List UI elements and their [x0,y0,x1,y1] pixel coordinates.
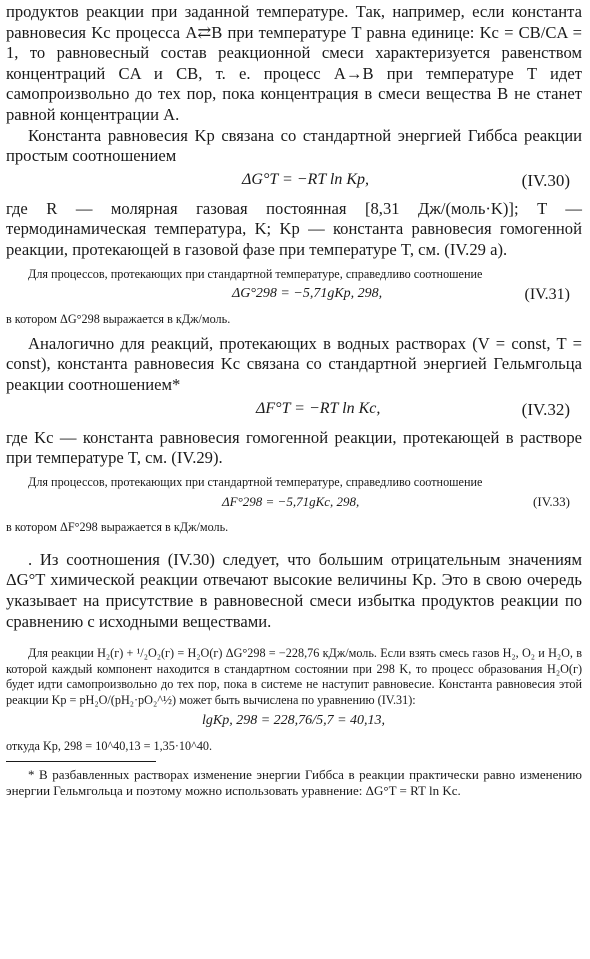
equation-iv30-number: (IV.30) [521,170,570,190]
footnote-rule [6,761,156,762]
equation-iv32-number: (IV.32) [521,399,570,419]
small-text-result: откуда Kp, 298 = 10^40,13 = 1,35·10^40. [6,738,213,753]
equation-iv31-expr: ΔG°298 = −5,71gKp, 298, [232,286,383,302]
paragraph-where-r: где R — молярная газовая постоянная [8,31 Дж/(моль·K)]; T — термодинамическая температура, K; Kp — константа равновесия гомогенной реакции, протекающей в газовой фазе при температуре T, см. (IV.29 а). [6,198,582,259]
paragraph-intro: продуктов реакции при заданной температуре. Так, например, если константа равновесия Kc процесса A⇄B при температуре T равна единице: Kc = CB/CA = 1, то равновесный состав реакционной смеси характеризуется равенством концентраций CA и CB, т. е. процесс A→B при температуре T идет самопроизвольно до тех пор, пока концентрация в смеси вещества B не станет равной концентрации A. [6,2,582,124]
paragraph-kp-gibbs: Константа равновесия Kp связана со стандартной энергией Гиббса реакции простым соотношением [6,125,582,166]
equation-iv33 [6,494,582,516]
equation-iv32 [6,400,582,424]
equation-calc-expr: lgKp, 298 = 228,76/5,7 = 40,13, [202,712,386,728]
equation-iv32-expr: ΔF°T = −RT ln Kc, [256,399,381,417]
footnote: * В разбавленных растворах изменение энергии Гиббса в реакции практически равно изменению энергии Гельмгольца и поэтому можно использовать уравнение: ΔG°T = RT ln Kc. [6,767,582,798]
small-text-standard-temp-2: Для процессов, протекающих при стандартной температуре, справедливо соотношение [28,474,483,489]
equation-iv30 [6,171,582,195]
paragraph-helmholtz: Аналогично для реакций, протекающих в водных растворах (V = const, T = const), константа равновесия Kc связана со стандартной энергией Гельмгольца реакции соотношением* [6,333,582,394]
paragraph-conclusion: . Из соотношения (IV.30) следует, что большим отрицательным значениям ΔG°T химической реакции отвечают высокие величины Kp. Это в свою очередь указывает на присутствие в равновесной смеси избытка продуктов реакции по сравнению с исходными веществами. [6,549,582,631]
equation-calc [6,713,582,735]
small-text-standard-temp-1: Для процессов, протекающих при стандартной температуре, справедливо соотношение [28,266,483,281]
equation-iv33-expr: ΔF°298 = −5,71gKc, 298, [222,494,360,510]
equation-iv33-number: (IV.33) [533,494,570,510]
paragraph-where-kc: где Kc — константа равновесия гомогенной реакции, протекающей в растворе при температуре T, см. (IV.29). [6,427,582,468]
small-text-units-f: в котором ΔF°298 выражается в кДж/моль. [6,520,229,535]
equation-iv31 [6,286,582,308]
equation-iv30-expr: ΔG°T = −RT ln Kp, [242,170,370,188]
small-text-units-g: в котором ΔG°298 выражается в кДж/моль. [6,312,231,327]
small-text-example: Для реакции H₂(г) + ¹/₂O₂(г) = H₂O(г) ΔG°298 = −228,76 кДж/моль. Если взять смесь газов H₂, O₂ и H₂O, в которой каждый компонент находится в стандартном состоянии при 298 K, то процесс образования H₂O(г) будет идти самопроизвольно до тех пор, пока в системе не наступит равновесие. Константа равновесия этой реакции Kp = pH₂O/(pH₂·pO₂^½) может быть вычислена по уравнению (IV.31): [6,646,582,708]
equation-iv31-number: (IV.31) [524,286,570,304]
